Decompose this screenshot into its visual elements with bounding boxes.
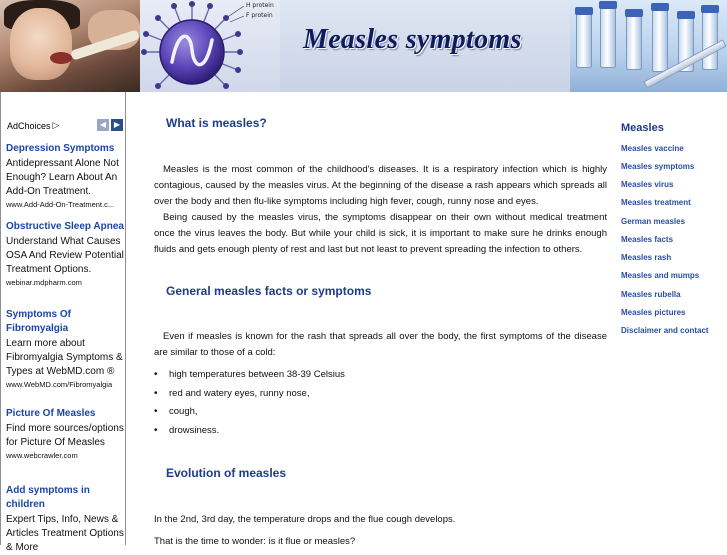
ad-text: Understand What Causes OSA And Review Potential Treatment Options. (6, 236, 124, 275)
ad-url[interactable]: www.WebMD.com/Fibromyalgia (6, 380, 113, 389)
site-title: Measles symptoms (303, 24, 522, 55)
cause-paragraph: Being caused by the measles virus, the symptoms disappear on their own without medical treatment once the virus leaves the body. But while your child is sick, it is important to make sure he drinks enough fluids and gets enough plenty of rest and last but not least to prevent spreading the infection to others. (154, 212, 607, 255)
nav-link-measles-rubella[interactable]: Measles rubella (621, 290, 681, 299)
vaccine-vials-photo (570, 0, 727, 92)
nav-link-measles-pictures[interactable]: Measles pictures (621, 308, 686, 317)
measles-virus-illustration (140, 0, 280, 92)
ad-next-button[interactable]: ▶ (111, 119, 123, 131)
ad-item (6, 407, 124, 461)
ad-prev-button[interactable]: ◀ (97, 119, 109, 131)
ad-item (6, 220, 124, 312)
ad-url[interactable]: www.Add-Add-On-Treatment.c... (6, 200, 115, 209)
nav-link-measles-virus[interactable]: Measles virus (621, 180, 674, 189)
nav-link-german-measles[interactable]: German measles (621, 217, 686, 226)
nav-link-measles-symptoms[interactable]: Measles symptoms (621, 162, 695, 171)
ad-text: Learn more about Fibromyalgia Symptoms & Types at WebMD.com ® (6, 338, 123, 377)
intro-paragraph: Measles is the most common of the childhood's diseases. It is a respiratory infection which is highly contagious, caused by the measles virus. At the beginning of the disease a rash appears which spreads all over the body and then flu-like symptoms including high fever, cough, runny nose and eyes. (154, 164, 607, 207)
list-item: • drowsiness. (154, 422, 345, 441)
nav-link-disclaimer-contact[interactable]: Disclaimer and contact (621, 326, 709, 335)
section-title-what-is-measles: What is measles? (166, 116, 267, 130)
nav-link-measles-facts[interactable]: Measles facts (621, 235, 674, 244)
ad-title-link[interactable]: Depression Symptoms (6, 143, 115, 154)
site-header (0, 0, 727, 92)
nav-link-measles-vaccine[interactable]: Measles vaccine (621, 144, 684, 153)
first-symptoms-paragraph: Even if measles is known for the rash that spreads all over the body, the first symptoms of the disease are similar to those of a cold: (154, 331, 607, 358)
h-protein-label: H protein (246, 2, 274, 9)
adchoices-label: AdChoices (7, 120, 51, 131)
ad-title-link[interactable]: Obstructive Sleep Apnea (6, 221, 124, 232)
ad-text: Find more sources/options for Picture Of Measles (6, 423, 124, 448)
ad-column (0, 92, 126, 553)
nav-link-measles-treatment[interactable]: Measles treatment (621, 198, 691, 207)
ad-url[interactable]: webinar.mdpharm.com (6, 278, 82, 287)
ad-item (6, 308, 124, 398)
section-title-evolution: Evolution of measles (166, 466, 287, 480)
ad-item (6, 484, 124, 553)
child-vaccination-photo (0, 0, 140, 92)
list-item: • red and watery eyes, runny nose, (154, 385, 345, 404)
list-item: • cough, (154, 403, 345, 422)
list-item: • high temperatures between 38-39 Celsius (154, 366, 345, 385)
evolution-paragraph: In the 2nd, 3rd day, the temperature drops and the flue cough develops. (154, 514, 456, 525)
ad-url[interactable]: www.webcrawler.com (6, 451, 78, 460)
adchoices-link[interactable] (7, 120, 59, 131)
ad-nav (97, 119, 123, 131)
f-protein-label: F protein (246, 12, 273, 19)
ad-title-link[interactable]: Add symptoms in children (6, 485, 90, 510)
flue-question-paragraph: That is the time to wonder: is it flue or measles? (154, 536, 356, 547)
adchoices-icon: ▷ (52, 120, 60, 130)
nav-heading: Measles (621, 122, 664, 134)
section-title-general-facts: General measles facts or symptoms (166, 284, 372, 298)
nav-link-measles-rash[interactable]: Measles rash (621, 253, 672, 262)
ad-title-link[interactable]: Picture Of Measles (6, 408, 96, 419)
header-title-area (280, 0, 570, 92)
symptoms-list (154, 366, 345, 440)
ad-title-link[interactable]: Symptoms Of Fibromyalgia (6, 309, 72, 334)
nav-link-measles-and-mumps[interactable]: Measles and mumps (621, 271, 700, 280)
ad-item (6, 142, 124, 210)
ad-text: Expert Tips, Info, News & Articles Treatment Options & More (6, 514, 124, 553)
ad-text: Antidepressant Alone Not Enough? Learn About An Add-On Treatment. (6, 158, 119, 197)
